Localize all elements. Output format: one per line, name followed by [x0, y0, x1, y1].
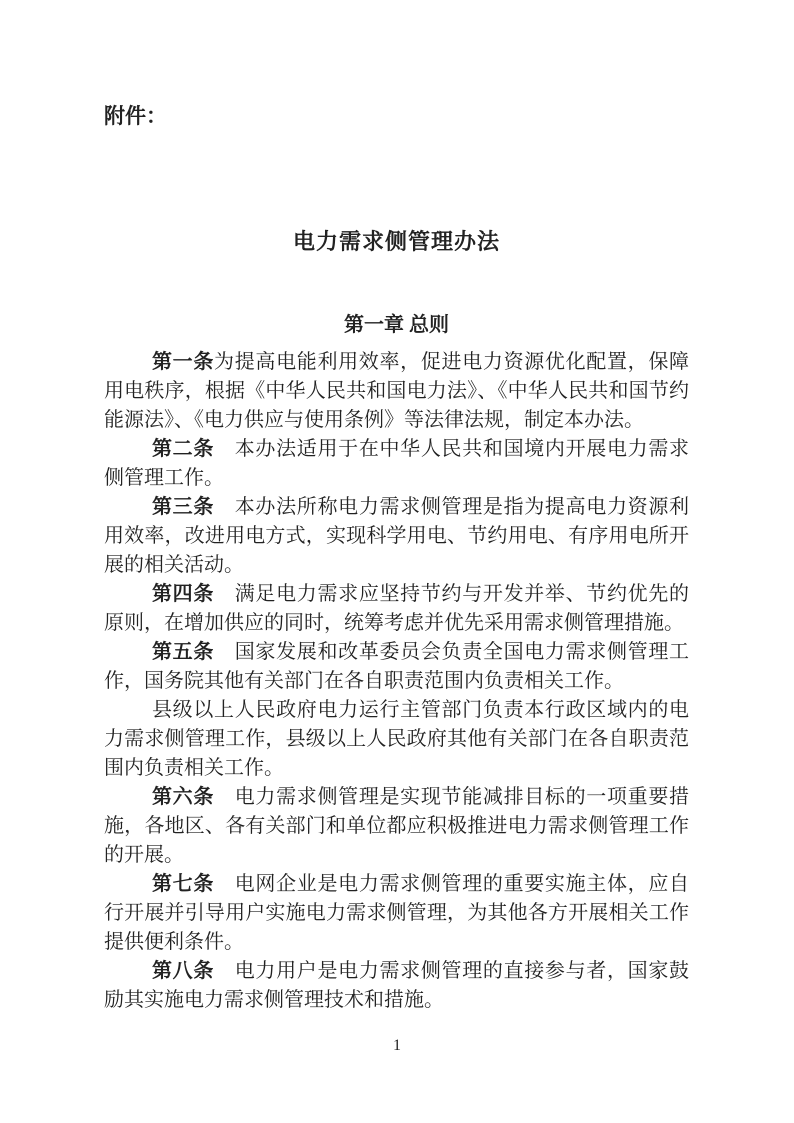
article-number: 第八条 [152, 960, 235, 982]
paragraph-text: 电力需求侧管理是实现节能减排目标的一项重要措施，各地区、各有关部门和单位都应积极推进电力需求侧管理工作的开展。 [104, 786, 690, 866]
paragraph-article-8 [104, 957, 689, 1015]
article-number: 第三条 [152, 496, 235, 518]
page-number: 1 [393, 1037, 401, 1054]
paragraph-article-5 [104, 638, 689, 696]
paragraph-article-4 [104, 580, 689, 638]
paragraph-text: 满足电力需求应坚持节约与开发并举、节约优先的原则，在增加供应的同时，统筹考虑并优先采用需求侧管理措施。 [104, 583, 690, 634]
article-number: 第七条 [152, 873, 235, 895]
paragraph-text: 县级以上人民政府电力运行主管部门负责本行政区域内的电力需求侧管理工作，县级以上人民政府其他有关部门在各自职责范围内负责相关工作。 [104, 699, 689, 779]
document-title: 电力需求侧管理办法 [292, 229, 500, 254]
paragraph-text: 本办法适用于在中华人民共和国境内开展电力需求侧管理工作。 [104, 438, 690, 489]
article-number: 第五条 [152, 641, 235, 663]
paragraph-text: 为提高电能利用效率，促进电力资源优化配置，保障用电秩序，根据《中华人民共和国电力法》、《中华人民共和国节约能源法》、《电力供应与使用条例》等法律法规，制定本办法。 [104, 351, 690, 431]
paragraph-article-3 [104, 493, 689, 580]
paragraph-text: 本办法所称电力需求侧管理是指为提高电力资源利用效率，改进用电方式，实现科学用电、节约用电、有序用电所开展的相关活动。 [104, 496, 690, 576]
article-number: 第一条 [152, 351, 215, 373]
paragraph-article-2 [104, 435, 689, 493]
paragraph-article-5-continued [104, 696, 689, 783]
paragraph-text: 电力用户是电力需求侧管理的直接参与者，国家鼓励其实施电力需求侧管理技术和措施。 [104, 960, 690, 1011]
paragraph-article-1 [104, 348, 689, 435]
article-number: 第二条 [152, 438, 235, 460]
article-number: 第六条 [152, 786, 235, 808]
paragraph-article-6 [104, 783, 689, 870]
attachment-label: 附件： [104, 104, 167, 128]
paragraph-article-7 [104, 870, 689, 957]
paragraph-text: 国家发展和改革委员会负责全国电力需求侧管理工作，国务院其他有关部门在各自职责范围内负责相关工作。 [104, 641, 690, 692]
paragraph-text: 电网企业是电力需求侧管理的重要实施主体，应自行开展并引导用户实施电力需求侧管理，为其他各方开展相关工作提供便利条件。 [104, 873, 690, 953]
document-body [104, 348, 689, 1015]
chapter-heading: 第一章 总则 [344, 314, 449, 336]
article-number: 第四条 [152, 583, 235, 605]
